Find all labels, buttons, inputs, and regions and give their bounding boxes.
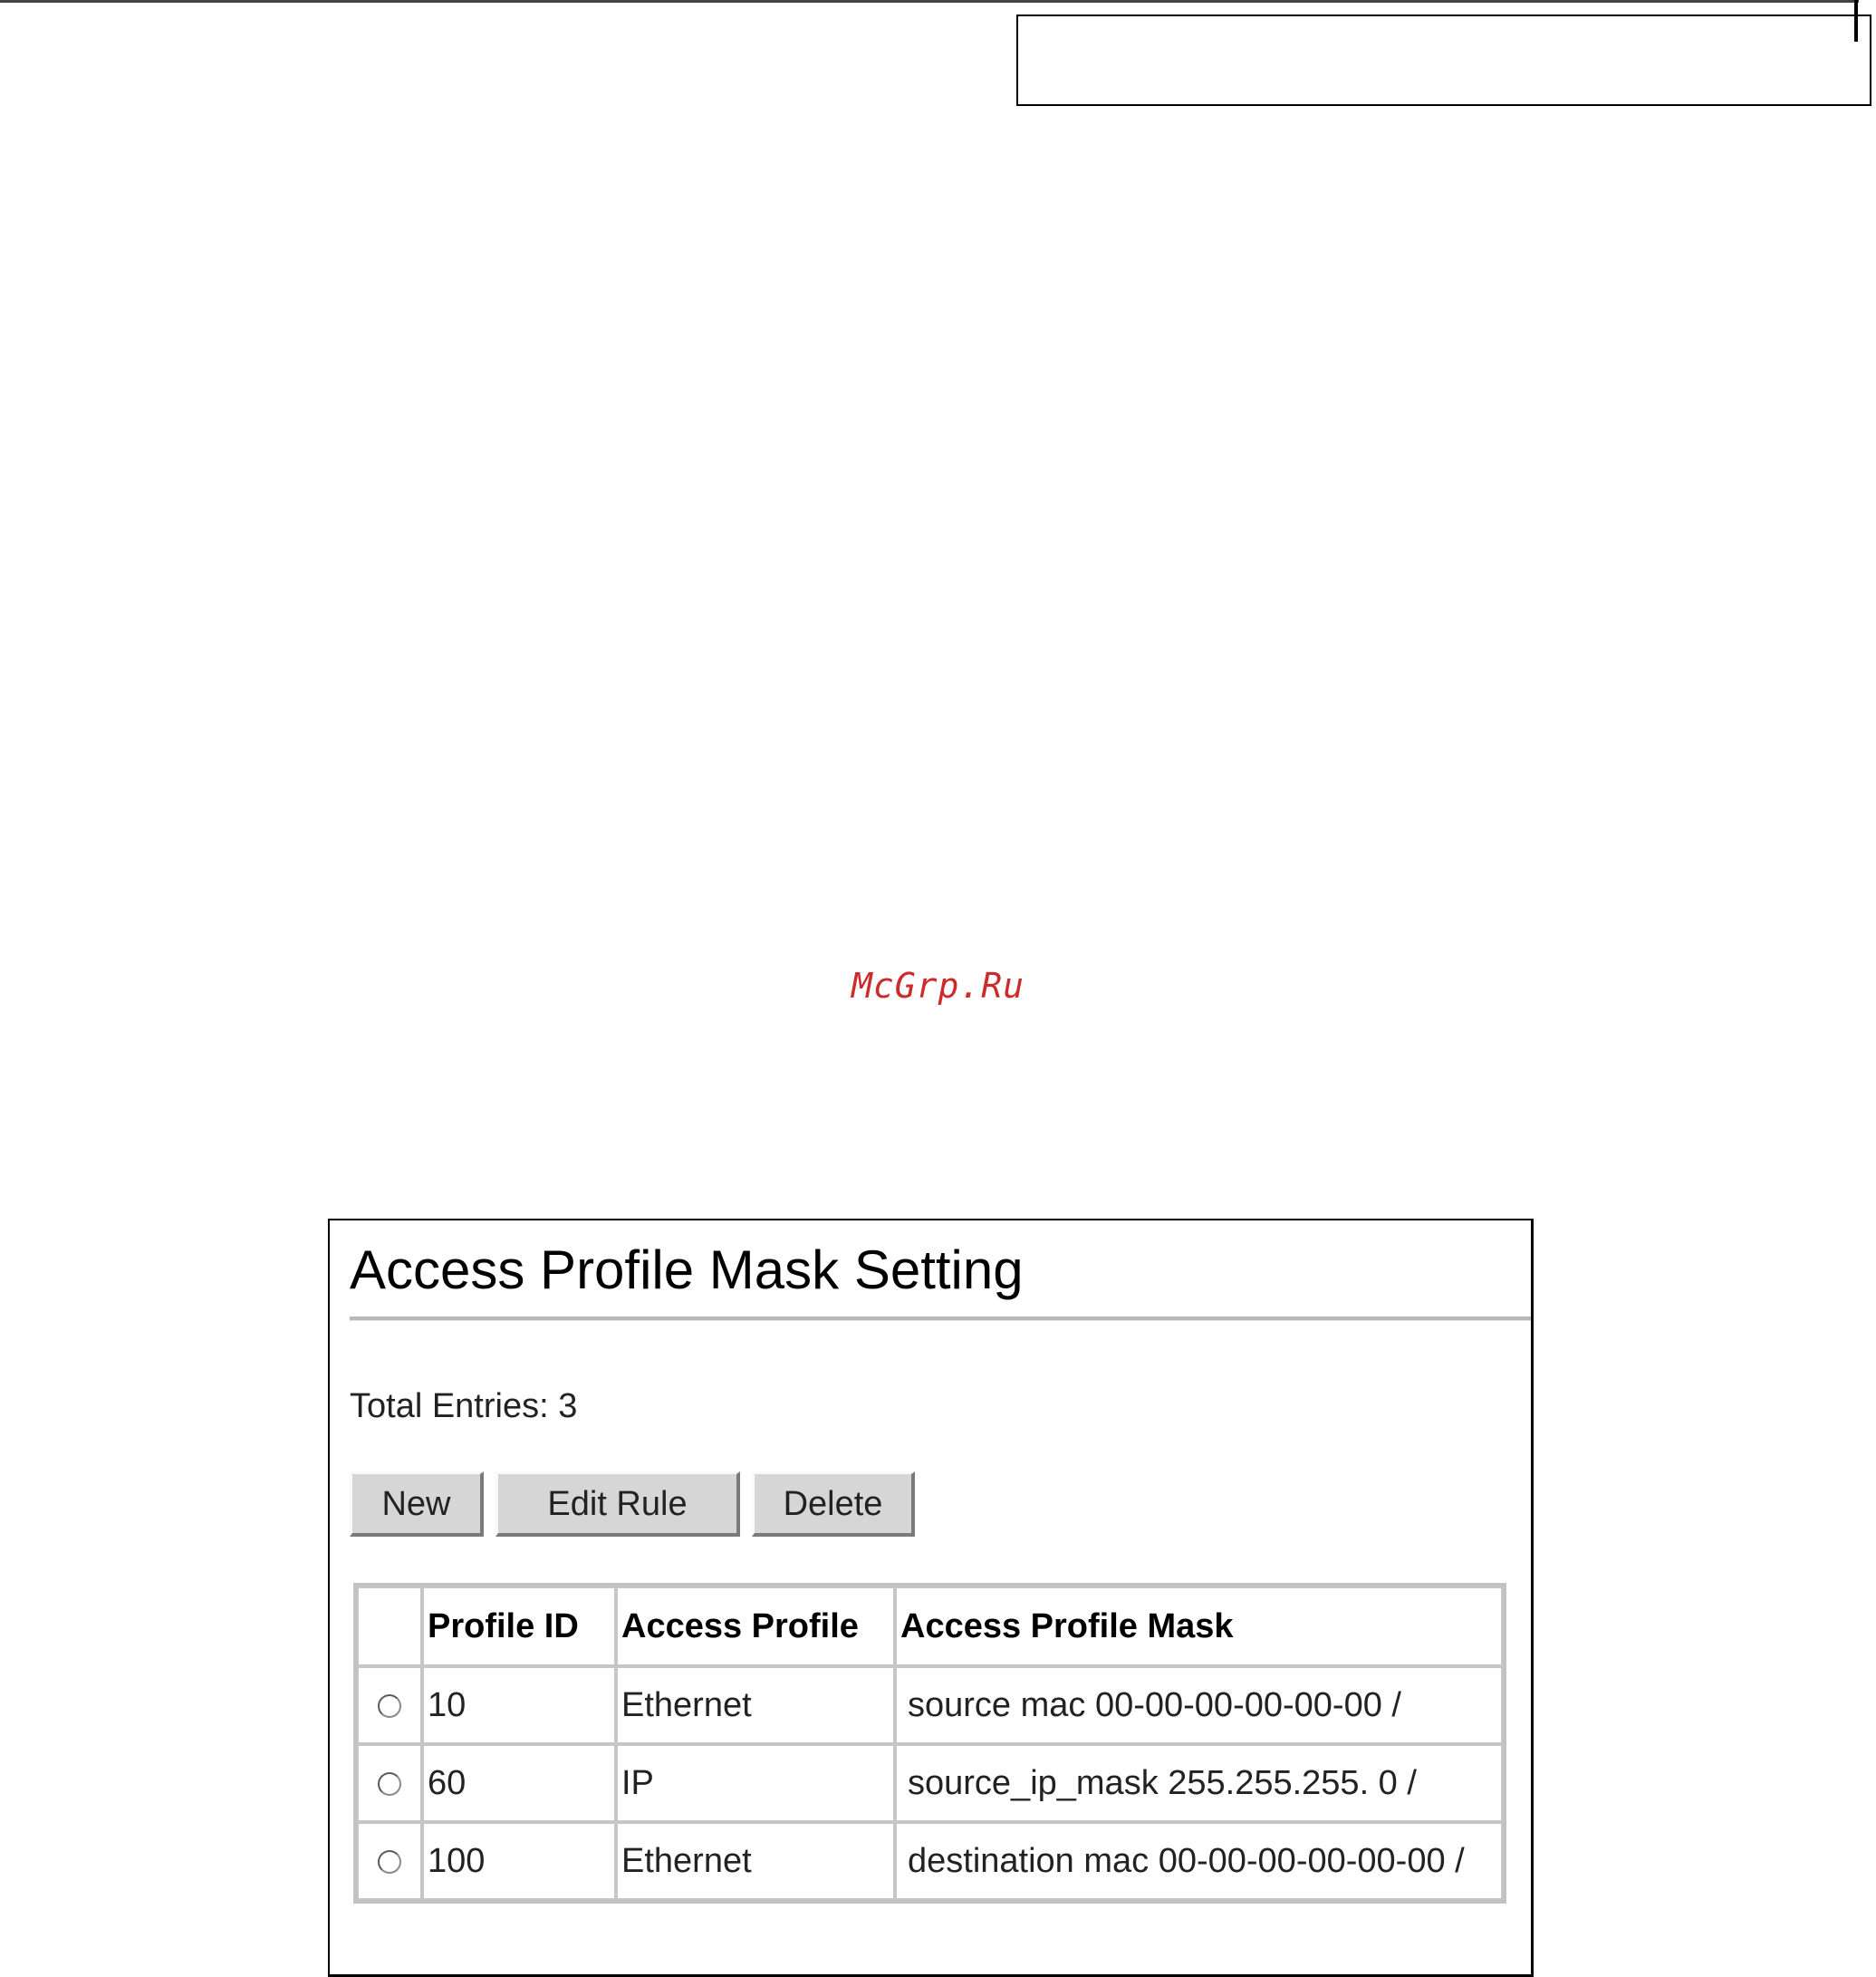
- cell-access-profile-mask: source mac 00-00-00-00-00-00 /: [895, 1666, 1503, 1744]
- row-radio-button[interactable]: [378, 1772, 401, 1796]
- header-access-profile: Access Profile: [616, 1586, 895, 1666]
- row-radio-button[interactable]: [378, 1694, 401, 1718]
- edit-rule-button[interactable]: Edit Rule: [495, 1471, 740, 1537]
- top-rule: [0, 0, 1859, 3]
- row-radio-button[interactable]: [378, 1850, 401, 1874]
- total-entries: Total Entries: 3: [350, 1387, 578, 1425]
- cell-profile-id: 10: [422, 1666, 616, 1744]
- page-title: Access Profile Mask Setting: [350, 1239, 1024, 1300]
- row-select-cell: [357, 1744, 422, 1822]
- table-row: [357, 1822, 1503, 1900]
- cell-access-profile-mask: source_ip_mask 255.255.255. 0 /: [895, 1744, 1503, 1822]
- cell-access-profile: Ethernet: [616, 1666, 895, 1744]
- table-header-row: [357, 1586, 1503, 1666]
- cell-access-profile: IP: [616, 1744, 895, 1822]
- cell-access-profile: Ethernet: [616, 1822, 895, 1900]
- header-box: [1016, 14, 1871, 106]
- table-row: [357, 1666, 1503, 1744]
- profile-table: [353, 1583, 1506, 1904]
- title-divider: [350, 1316, 1531, 1321]
- table-row: [357, 1744, 1503, 1822]
- header-profile-id: Profile ID: [422, 1586, 616, 1666]
- new-button[interactable]: New: [350, 1471, 484, 1537]
- header-select: [357, 1586, 422, 1666]
- access-profile-mask-panel: [328, 1219, 1534, 1977]
- row-select-cell: [357, 1666, 422, 1744]
- cell-access-profile-mask: destination mac 00-00-00-00-00-00 /: [895, 1822, 1503, 1900]
- header-access-profile-mask: Access Profile Mask: [895, 1586, 1503, 1666]
- delete-button[interactable]: Delete: [752, 1471, 915, 1537]
- cell-profile-id: 100: [422, 1822, 616, 1900]
- row-select-cell: [357, 1822, 422, 1900]
- cell-profile-id: 60: [422, 1744, 616, 1822]
- watermark: McGrp.Ru: [851, 966, 1025, 1006]
